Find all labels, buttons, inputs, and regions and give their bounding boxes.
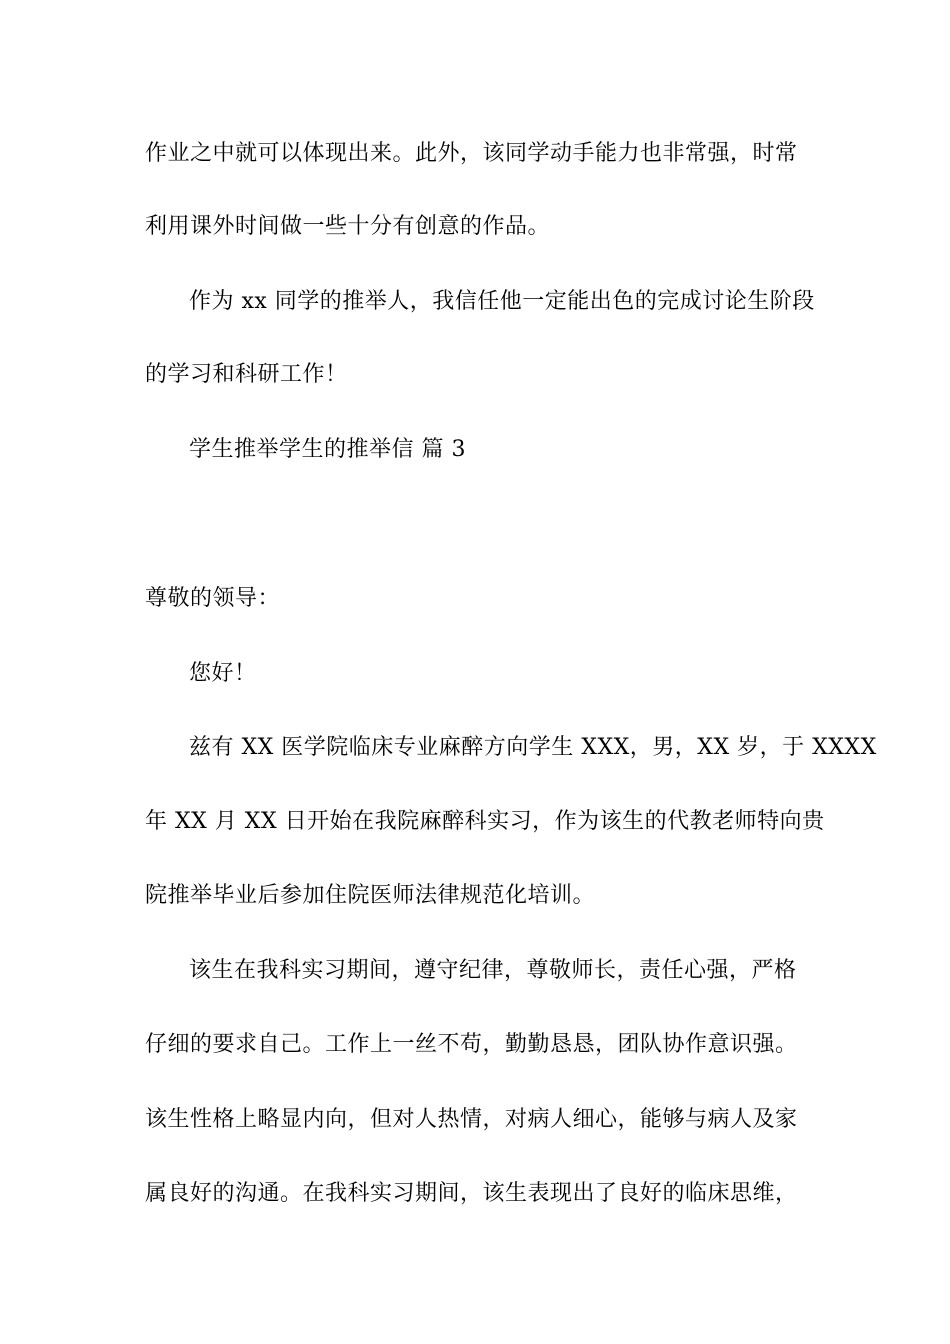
paragraph-line: 该生在我科实习期间，遵守纪律，尊敬师长，责任心强，严格 <box>189 958 797 983</box>
paragraph-line: 利用课外时间做一些十分有创意的作品。 <box>145 214 551 239</box>
paragraph-line: 属良好的沟通。在我科实习期间，该生表现出了良好的临床思维， <box>145 1181 798 1206</box>
paragraph-line: 年 XX 月 XX 日开始在我院麻醉科实习，作为该生的代教老师特向贵 <box>145 809 825 834</box>
paragraph-line: 院推举毕业后参加住院医师法律规范化培训。 <box>145 883 596 908</box>
salutation: 尊敬的领导： <box>145 586 281 611</box>
paragraph-line: 作为 xx 同学的推举人，我信任他一定能出色的完成讨论生阶段 <box>189 289 815 314</box>
paragraph-line: 仔细的要求自己。工作上一丝不苟，勤勤恳恳，团队协作意识强。 <box>145 1032 798 1057</box>
paragraph-line: 的学习和科研工作！ <box>145 362 348 387</box>
paragraph-line: 作业之中就可以体现出来。此外，该同学动手能力也非常强，时常 <box>145 141 798 166</box>
greeting: 您好！ <box>189 661 257 686</box>
section-heading: 学生推举学生的推举信 篇 3 <box>189 437 466 462</box>
paragraph-line: 该生性格上略显内向，但对人热情，对病人细心，能够与病人及家 <box>145 1107 798 1132</box>
paragraph-line: 兹有 XX 医学院临床专业麻醉方向学生 XXX，男，XX 岁，于 XXXX <box>189 735 877 760</box>
